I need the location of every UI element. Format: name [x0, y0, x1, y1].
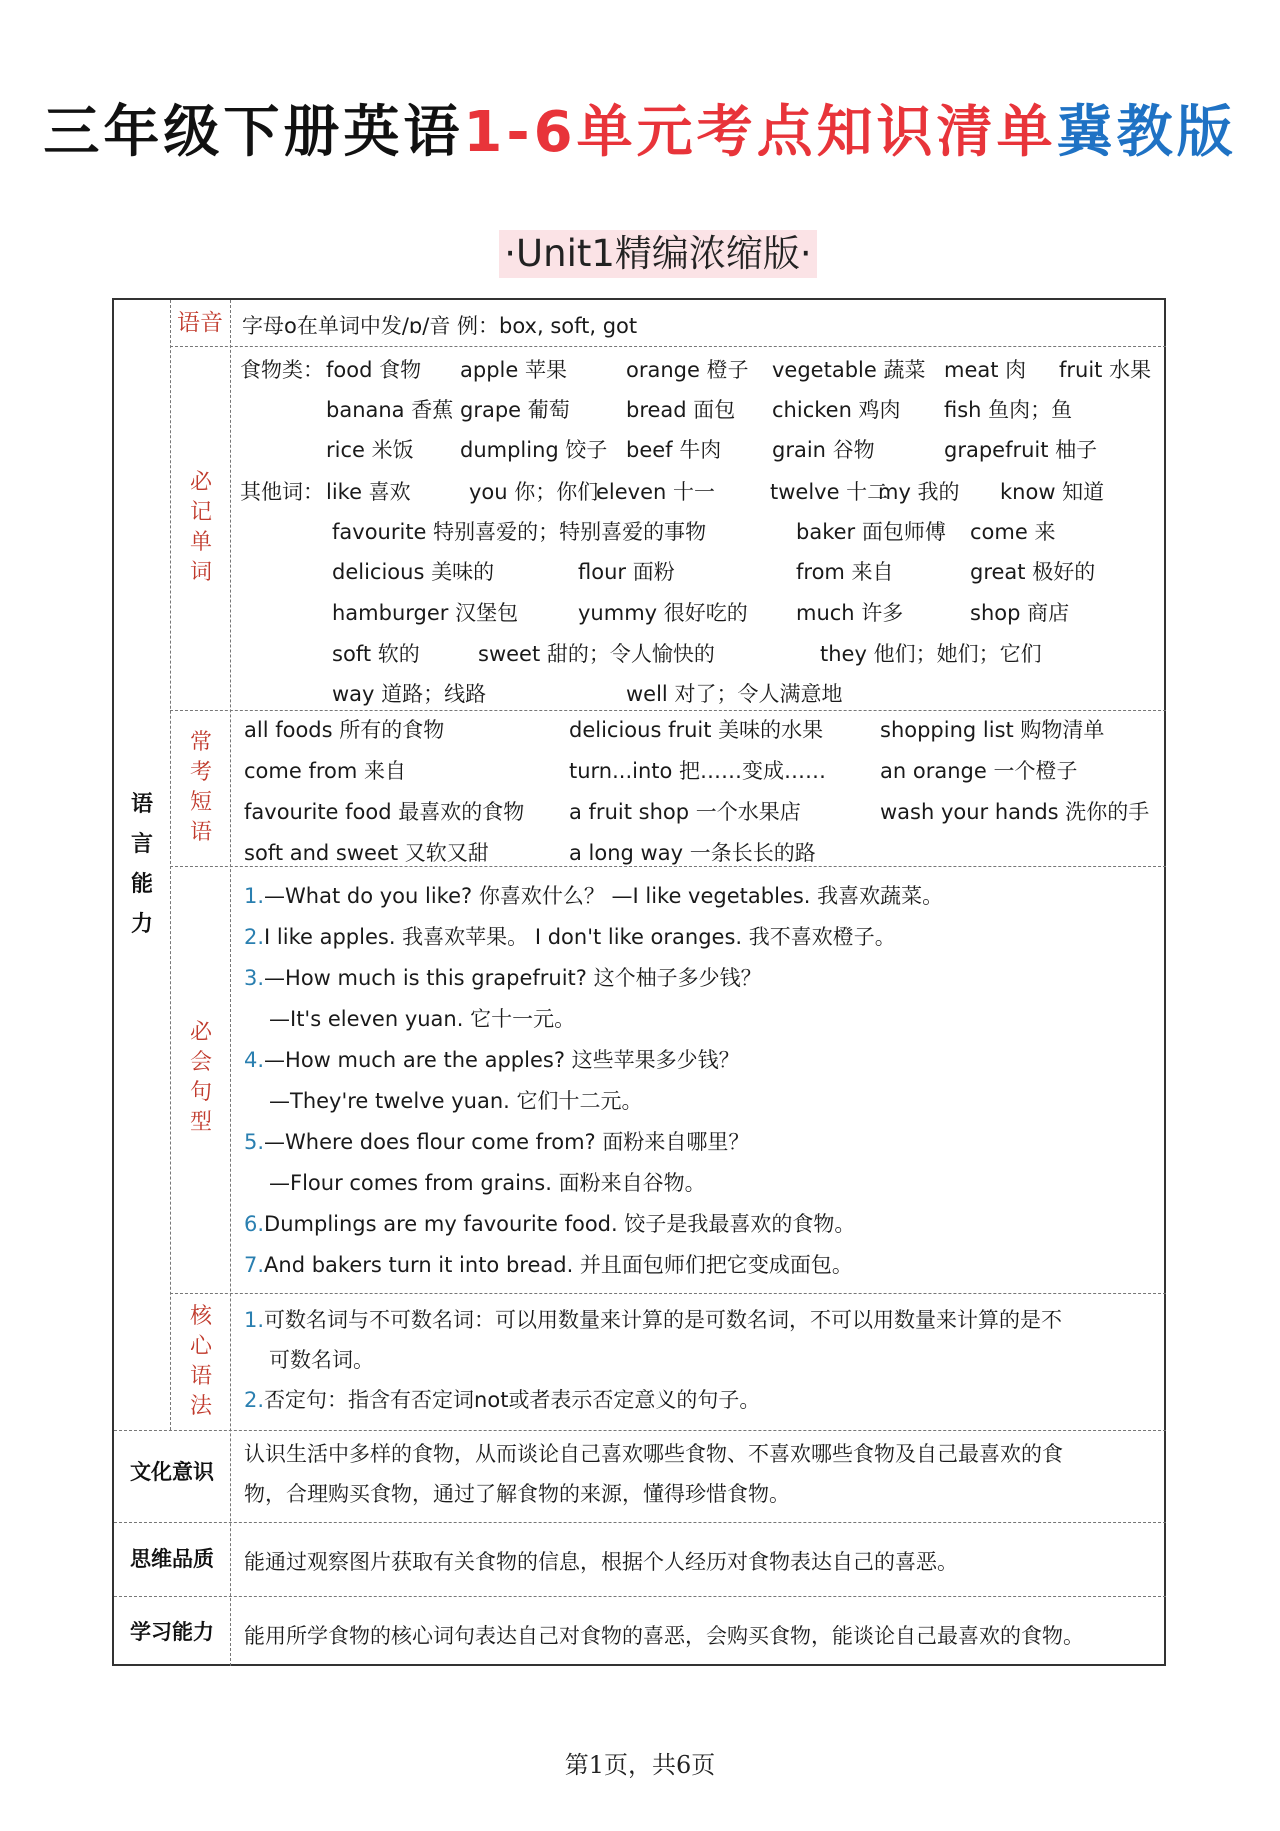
grammar-number: 2. [244, 1388, 265, 1412]
category-culture: 文化意识 [130, 1460, 214, 1484]
divider [170, 300, 171, 1430]
word-item: grape 葡萄 [460, 398, 570, 422]
grammar-line [269, 1344, 374, 1374]
phrase-item: soft and sweet 又软又甜 [244, 841, 489, 865]
thinking-text: 能通过观察图片获取有关食物的信息，根据个人经历对食物表达自己的喜恶。 [244, 1550, 958, 1574]
word-item: you 你；你们 [469, 480, 599, 504]
sentence-line [269, 1003, 575, 1033]
page-footer: 第1页，共6页 [564, 1751, 716, 1779]
word-item: sweet 甜的；令人愉快的 [478, 642, 715, 666]
sentence-number: 5. [244, 1130, 265, 1154]
grammar-line [244, 1304, 1062, 1334]
category-learning: 学习能力 [130, 1620, 214, 1644]
sentence-line [244, 1044, 740, 1074]
word-item: vegetable 蔬菜 [772, 358, 926, 382]
phrase-item: a long way 一条长长的路 [569, 841, 816, 865]
word-item: chicken 鸡肉 [772, 398, 901, 422]
category-thinking: 思维品质 [130, 1547, 214, 1571]
word-item: grapefruit 柚子 [944, 438, 1098, 462]
category-phonetics: 语音 [177, 310, 223, 336]
grammar-number: 1. [244, 1308, 265, 1332]
word-item: delicious 美味的 [332, 560, 495, 584]
word-item: meat 肉 [944, 358, 1027, 382]
word-item: favourite 特别喜爱的；特别喜爱的事物 [332, 520, 707, 544]
sentence-text: —They're twelve yuan. 它们十二元。 [269, 1089, 643, 1113]
divider [230, 300, 231, 1666]
sentence-text: —How much is this grapefruit? 这个柚子多少钱？ [264, 966, 762, 990]
unit-banner: ·Unit1精编浓缩版· [499, 230, 817, 278]
sentence-text: —It's eleven yuan. 它十一元。 [269, 1007, 576, 1031]
sentence-text: —Where does flour come from? 面粉来自哪里？ [264, 1130, 750, 1154]
word-item: way 道路；线路 [332, 682, 487, 706]
sentence-line [244, 921, 896, 951]
title-part3: 冀教版 [1056, 100, 1237, 165]
divider [170, 1293, 1166, 1294]
word-item: they 他们；她们；它们 [820, 642, 1042, 666]
grammar-line [244, 1384, 760, 1414]
phrase-item: an orange 一个橙子 [880, 759, 1078, 783]
grammar-text: 否定句：指含有否定词not或者表示否定意义的句子。 [264, 1388, 761, 1412]
word-item: rice 米饭 [326, 438, 414, 462]
word-item: flour 面粉 [578, 560, 675, 584]
word-item: shop 商店 [970, 601, 1070, 625]
sentence-text: —How much are the apples? 这些苹果多少钱？ [264, 1048, 740, 1072]
food-label: 食物类： [240, 358, 324, 382]
phrase-item: turn...into 把……变成…… [569, 759, 827, 783]
word-item: much 许多 [796, 601, 904, 625]
word-item: great 极好的 [970, 560, 1096, 584]
phrase-item: delicious fruit 美味的水果 [569, 718, 824, 742]
word-item: soft 软的 [332, 642, 420, 666]
page-title [0, 98, 1280, 168]
title-part1: 三年级下册英语 [43, 100, 464, 165]
sentence-line [269, 1085, 642, 1115]
phrase-item: come from 来自 [244, 759, 406, 783]
word-item: come 来 [970, 520, 1056, 544]
divider [170, 346, 1166, 347]
sentence-line [244, 962, 762, 992]
phrase-item: wash your hands 洗你的手 [880, 800, 1150, 824]
word-item: beef 牛肉 [626, 438, 722, 462]
sentence-text: I like apples. 我喜欢苹果。 I don't like oranges. 我不喜欢橙子。 [264, 925, 896, 949]
sentence-text: —What do you like? 你喜欢什么？ —I like vegetables. 我喜欢蔬菜。 [264, 884, 944, 908]
category-language-ability: 语言能力 [130, 792, 153, 937]
word-item: baker 面包师傅 [796, 520, 946, 544]
grammar-text: 可数名词。 [269, 1348, 374, 1372]
word-item: from 来自 [796, 560, 894, 584]
sentence-line [244, 1126, 749, 1156]
phonetics-text: 字母o在单词中发/ɒ/音 例：box, soft, got [242, 314, 638, 338]
grammar-text: 可数名词与不可数名词：可以用数量来计算的是可数名词，不可以用数量来计算的是不 [264, 1308, 1063, 1332]
title-part2: 1-6单元考点知识清单 [463, 100, 1057, 165]
divider [114, 1430, 1166, 1431]
word-item: dumpling 饺子 [460, 438, 608, 462]
sentence-line [269, 1167, 706, 1197]
sentence-number: 7. [244, 1253, 265, 1277]
word-item: hamburger 汉堡包 [332, 601, 519, 625]
word-item: my 我的 [878, 480, 960, 504]
word-item: fish 鱼肉；鱼 [944, 398, 1073, 422]
phrase-item: a fruit shop 一个水果店 [569, 800, 801, 824]
knowledge-table [112, 298, 1166, 1666]
word-item: apple 苹果 [460, 358, 567, 382]
sentence-number: 2. [244, 925, 265, 949]
learning-text: 能用所学食物的核心词句表达自己对食物的喜恶，会购买食物，能谈论自己最喜欢的食物。 [244, 1624, 1084, 1648]
word-item: like 喜欢 [326, 480, 411, 504]
divider [114, 1596, 1166, 1597]
category-sentences: 必会句型 [189, 1020, 212, 1135]
phrase-item: shopping list 购物清单 [880, 718, 1105, 742]
word-item: banana 香蕉 [326, 398, 454, 422]
divider [170, 710, 1166, 711]
word-item: food 食物 [326, 358, 422, 382]
sentence-number: 4. [244, 1048, 265, 1072]
culture-text: 认识生活中多样的食物，从而谈论自己喜欢哪些食物、不喜欢哪些食物及自己最喜欢的食 [244, 1442, 1063, 1466]
word-item: fruit 水果 [1059, 358, 1152, 382]
word-item: yummy 很好吃的 [578, 601, 748, 625]
category-phrases: 常考短语 [189, 730, 212, 845]
sentence-number: 1. [244, 884, 265, 908]
sentence-line [244, 1208, 855, 1238]
sentence-text: And bakers turn it into bread. 并且面包师们把它变成面包。 [264, 1253, 853, 1277]
other-label: 其他词： [240, 480, 324, 504]
sentence-number: 3. [244, 966, 265, 990]
word-item: grain 谷物 [772, 438, 875, 462]
phrase-item: all foods 所有的食物 [244, 718, 445, 742]
divider [114, 1522, 1166, 1523]
sentence-text: Dumplings are my favourite food. 饺子是我最喜欢的食物。 [264, 1212, 856, 1236]
sentence-line [244, 1249, 853, 1279]
sentence-number: 6. [244, 1212, 265, 1236]
word-item: twelve 十二 [770, 480, 889, 504]
word-item: bread 面包 [626, 398, 736, 422]
word-item: eleven 十一 [596, 480, 716, 504]
word-item: orange 橙子 [626, 358, 749, 382]
sentence-text: —Flour comes from grains. 面粉来自谷物。 [269, 1171, 706, 1195]
word-item: know 知道 [1000, 480, 1105, 504]
word-item: well 对了；令人满意地 [626, 682, 843, 706]
culture-text: 物，合理购买食物，通过了解食物的来源，懂得珍惜食物。 [244, 1482, 790, 1506]
phrase-item: favourite food 最喜欢的食物 [244, 800, 525, 824]
category-must-words: 必记单词 [189, 470, 212, 585]
sentence-line [244, 880, 943, 910]
category-grammar: 核心语法 [189, 1304, 212, 1419]
